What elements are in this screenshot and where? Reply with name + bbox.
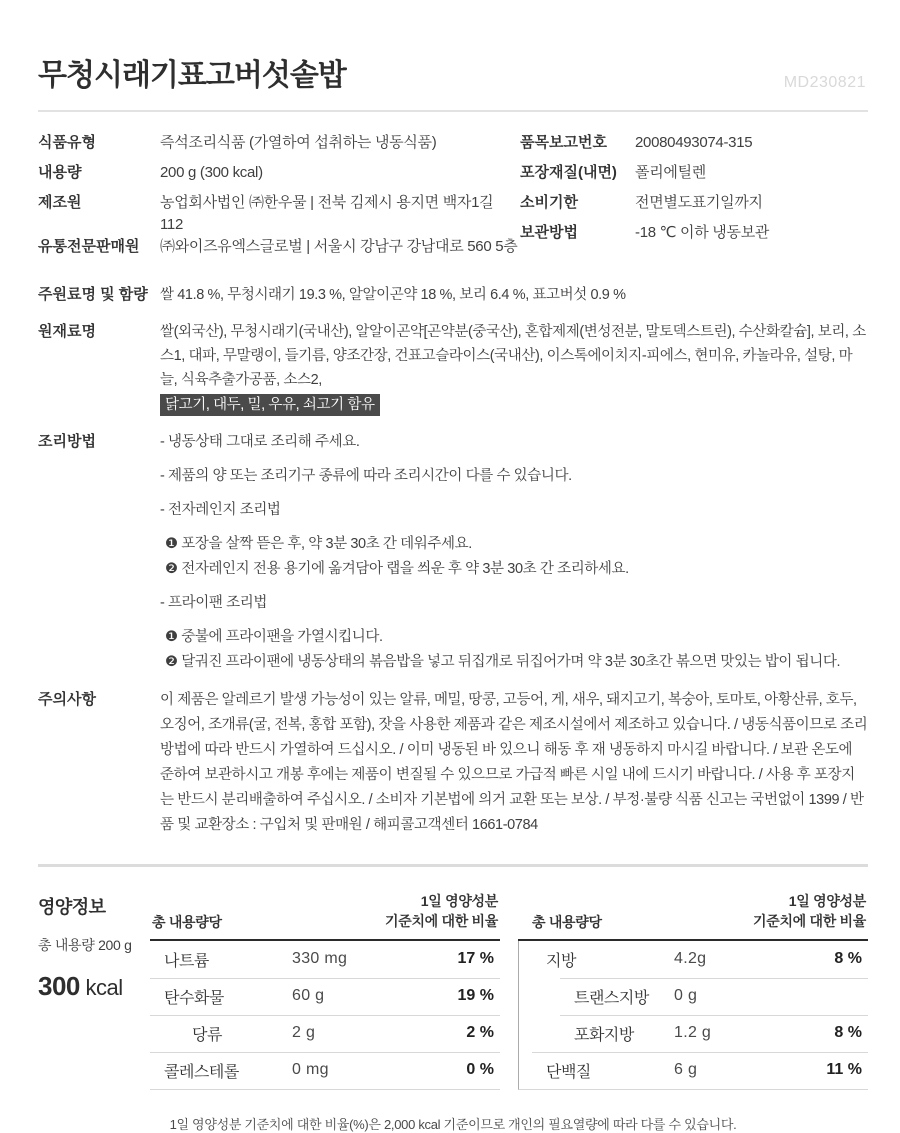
cooking-note: - 제품의 양 또는 조리기구 종류에 따라 조리시간이 다를 수 있습니다. bbox=[160, 468, 572, 484]
cooking-pan-heading: - 프라이팬 조리법 bbox=[160, 595, 267, 611]
info-value: 200 g (300 kcal) bbox=[160, 164, 263, 181]
info-value: 폴리에틸렌 bbox=[635, 164, 706, 181]
info-label: 유통전문판매원 bbox=[38, 238, 140, 255]
info-row-food-type bbox=[38, 132, 520, 162]
caution-label: 주의사항 bbox=[38, 691, 96, 708]
allergen-highlight: 닭고기, 대두, 밀, 우유, 쇠고기 함유 bbox=[160, 394, 380, 416]
cooking-method-label: 조리방법 bbox=[38, 433, 96, 450]
raw-ingredients-text: 쌀(외국산), 무청시래기(국내산), 알알이곤약[곤약분(중국산), 혼합제제(변성전분, 말토덱스트린), 수산화칼슘], 보리, 소스1, 대파, 무말랭이, 들기름, 양조간장, 건표고슬라이스(국내산), 이스톡에이치지-피에스, 현미유, 카놀라유, 설탕, 마늘, 식육추출가공품, 소스2, bbox=[160, 324, 866, 388]
info-row-net-weight bbox=[38, 162, 520, 192]
info-row-manufacturer bbox=[38, 192, 520, 236]
main-ingredients-row bbox=[38, 283, 868, 307]
caution-text: 이 제품은 알레르기 발생 가능성이 있는 알류, 메밀, 땅콩, 고등어, 게, 새우, 돼지고기, 복숭아, 토마토, 아황산류, 호두, 오징어, 조개류(굴, 전복, 홍합 포함), 잣을 사용한 제품과 같은 제조시설에서 제조하고 있습니다. / 냉동식품이므로 조리방법에 따라 반드시 가열하여 드십시오. / 이미 냉동된 바 있으니 해동 후 재 냉동하지 마시길 바랍니다. / 보관 온도에 준하여 보관하시고 개봉 후에는 제품이 변질될 수 있으므로 가급적 빠른 시일 내에 드시기 바랍니다. / 사용 후 포장지는 반드시 분리배출하여 주십시오. / 소비자 기본법에 의거 교환 또는 보상. / 부정·불량 식품 신고는 국번없이 1399 / 반품 및 교환장소 : 구입처 및 판매원 / 해피콜고객센터 1661-0784 bbox=[160, 692, 868, 833]
product-info-grid bbox=[38, 132, 868, 266]
info-row-report-number bbox=[520, 132, 868, 162]
nutrient-row-trans-fat: 트랜스지방 0 g bbox=[532, 978, 868, 1015]
kcal-value: 300 bbox=[38, 971, 80, 1001]
cooking-method-row bbox=[38, 430, 868, 675]
nutrient-row-cholesterol: 콜레스테롤 0 mg 0 % bbox=[150, 1052, 500, 1089]
nutrition-table-right bbox=[518, 891, 868, 1090]
cooking-step: ❶ 중불에 프라이팬을 가열시킵니다. bbox=[165, 629, 383, 645]
cooking-note: - 냉동상태 그대로 조리해 주세요. bbox=[160, 434, 360, 450]
kcal-unit: kcal bbox=[85, 975, 123, 1000]
nutrient-row-saturated-fat: 포화지방 1.2 g 8 % bbox=[532, 1015, 868, 1052]
nutrition-section bbox=[38, 891, 868, 1090]
nutrient-row-carbs: 탄수화물 60 g 19 % bbox=[150, 978, 500, 1015]
nutrition-table-left bbox=[150, 891, 500, 1090]
info-row-packaging bbox=[520, 162, 868, 192]
per-serving-label: 총 내용량당 bbox=[152, 913, 222, 930]
nutrition-summary bbox=[38, 891, 150, 1090]
nutrition-table-body bbox=[150, 941, 500, 1090]
nutrition-total-weight: 총 내용량 200 g bbox=[38, 937, 132, 953]
info-label: 내용량 bbox=[38, 164, 82, 181]
cooking-step: ❷ 전자레인지 전용 용기에 옮겨담아 랩을 씌운 후 약 3분 30초 간 조리하세요. bbox=[165, 561, 629, 577]
nutrient-row-sugars: 당류 2 g 2 % bbox=[150, 1015, 500, 1052]
info-row-expiry bbox=[520, 192, 868, 222]
info-row-storage bbox=[520, 222, 868, 252]
detail-section bbox=[38, 283, 868, 838]
info-value: -18 ℃ 이하 냉동보관 bbox=[635, 224, 770, 241]
info-label: 품목보고번호 bbox=[520, 134, 607, 151]
nutrition-kcal bbox=[38, 971, 150, 1002]
main-ingredients-label: 주원료명 및 함량 bbox=[38, 286, 148, 303]
cooking-microwave-heading: - 전자레인지 조리법 bbox=[160, 502, 281, 518]
raw-ingredients-row bbox=[38, 320, 868, 417]
info-value: 농업회사법인 ㈜한우물 | 전북 김제시 용지면 백자1길 112 bbox=[160, 194, 494, 233]
info-label: 소비기한 bbox=[520, 194, 578, 211]
nutrition-table-header bbox=[518, 891, 868, 941]
info-column-right bbox=[520, 132, 868, 266]
info-label: 보관방법 bbox=[520, 224, 578, 241]
nutrition-table-header bbox=[150, 891, 500, 941]
info-label: 식품유형 bbox=[38, 134, 96, 151]
header bbox=[38, 50, 868, 94]
per-serving-label: 총 내용량당 bbox=[532, 913, 602, 930]
info-label: 제조원 bbox=[38, 194, 82, 211]
cooking-step: ❷ 달궈진 프라이팬에 냉동상태의 볶음밥을 넣고 뒤집개로 뒤집어가며 약 3분 30초간 볶으면 맛있는 밥이 됩니다. bbox=[165, 654, 841, 670]
cooking-step: ❶ 포장을 살짝 뜯은 후, 약 3분 30초 간 데워주세요. bbox=[165, 536, 472, 552]
doc-code: MD230821 bbox=[783, 74, 866, 91]
nutrient-row-protein: 단백질 6 g 11 % bbox=[532, 1052, 868, 1089]
info-label: 포장재질(내면) bbox=[520, 164, 617, 181]
raw-ingredients-label: 원재료명 bbox=[38, 323, 96, 340]
daily-value-footnote: 1일 영양성분 기준치에 대한 비율(%)은 2,000 kcal 기준이므로 개인의 필요열량에 따라 다를 수 있습니다. bbox=[169, 1116, 737, 1132]
nutrition-table-body bbox=[518, 941, 868, 1090]
daily-value-label: 1일 영양성분 기준치에 대한 비율 bbox=[753, 893, 866, 930]
info-row-distributor bbox=[38, 236, 520, 266]
page-title: 무청시래기표고버섯솥밥 bbox=[38, 59, 346, 92]
raw-ingredients-value bbox=[160, 320, 868, 417]
cooking-method-value bbox=[160, 430, 868, 675]
header-divider bbox=[38, 110, 868, 112]
info-value: 20080493074-315 bbox=[635, 134, 753, 151]
main-ingredients-value: 쌀 41.8 %, 무청시래기 19.3 %, 알알이곤약 18 %, 보리 6.4 %, 표고버섯 0.9 % bbox=[160, 287, 626, 303]
nutrition-title: 영양정보 bbox=[38, 897, 106, 917]
info-column-left bbox=[38, 132, 520, 266]
info-value: 즉석조리식품 (가열하여 섭취하는 냉동식품) bbox=[160, 134, 437, 151]
info-value: 전면별도표기일까지 bbox=[635, 194, 763, 211]
nutrient-row-sodium: 나트륨 330 mg 17 % bbox=[164, 950, 494, 970]
info-value: ㈜와이즈유엑스글로벌 | 서울시 강남구 강남대로 560 5층 bbox=[160, 238, 518, 255]
nutrient-row-fat: 지방 4.2g 8 % bbox=[546, 950, 862, 970]
caution-row bbox=[38, 688, 868, 838]
nutrition-divider bbox=[38, 864, 868, 867]
daily-value-label: 1일 영양성분 기준치에 대한 비율 bbox=[385, 893, 498, 930]
